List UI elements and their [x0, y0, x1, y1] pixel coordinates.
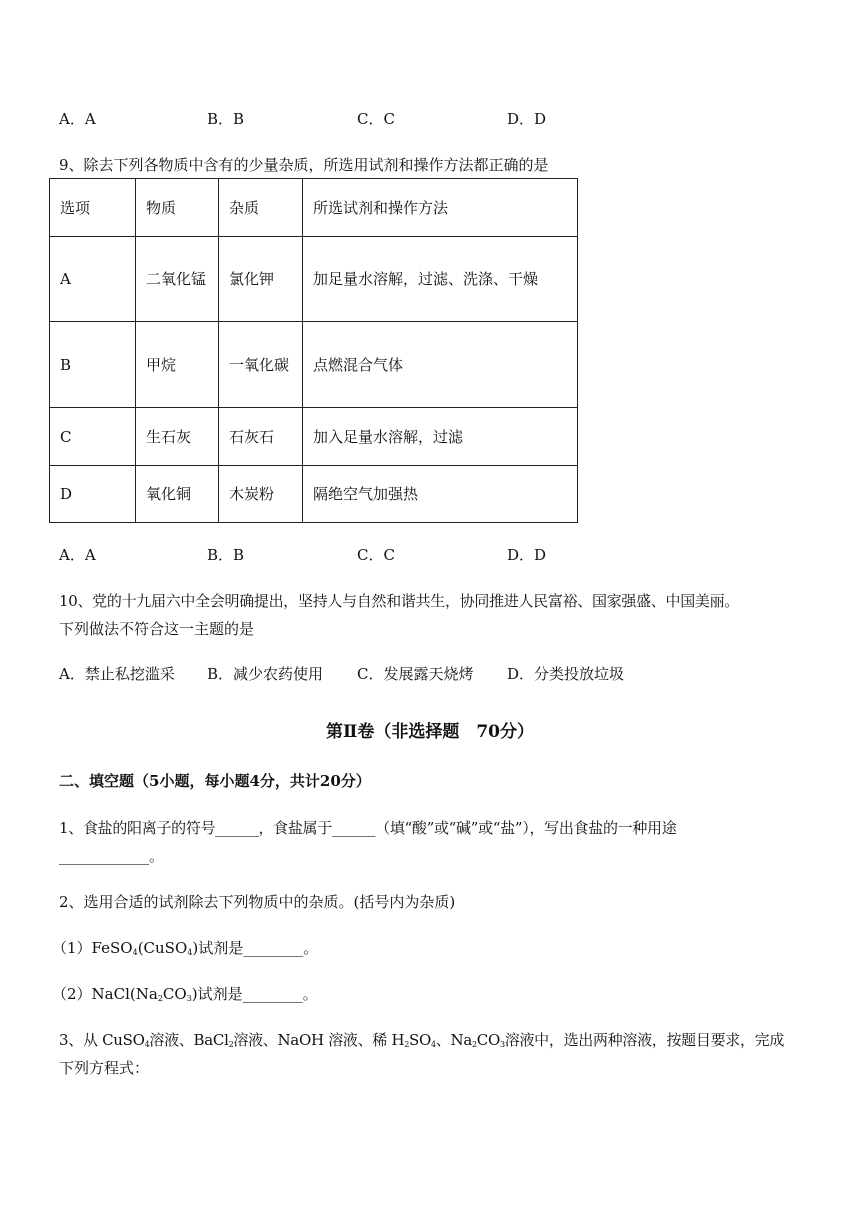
fill2-item1-suffix: )试剂是________。	[192, 939, 319, 957]
subscript: 3	[499, 1040, 505, 1049]
fill3-text: 溶液、BaCl	[149, 1031, 229, 1049]
table-cell: 木炭粉	[219, 466, 303, 523]
table-header-cell: 物质	[136, 179, 219, 237]
subscript: 2	[228, 1040, 234, 1049]
fill2-stem: 2、选用合适的试剂除去下列物质中的杂质。(括号内为杂质)	[59, 893, 456, 911]
q9-option-a: A．A	[59, 546, 96, 564]
fill2-item1-prefix: （1）FeSO	[52, 939, 133, 957]
fill2-item1-mid: (CuSO	[137, 939, 188, 957]
table-row	[50, 408, 578, 466]
q8-option-b: B．B	[207, 110, 245, 128]
table-cell: 石灰石	[219, 408, 303, 466]
table-cell: 氯化钾	[219, 237, 303, 322]
q8-option-c: C．C	[357, 110, 395, 128]
table-header-row	[50, 179, 578, 237]
table-cell: C	[50, 408, 136, 466]
table-cell: 点燃混合气体	[303, 322, 578, 408]
q9-table	[49, 178, 578, 523]
subscript: 4	[431, 1040, 436, 1049]
part2-title: 第Ⅱ卷（非选择题 70分）	[326, 722, 534, 742]
fill3-text: 3、从 CuSO	[59, 1031, 145, 1049]
fill3-line1	[59, 1029, 784, 1050]
q10-option-b: B．减少农药使用	[207, 665, 324, 683]
fill3-text: SO	[409, 1031, 432, 1049]
table-header-cell: 所选试剂和操作方法	[303, 179, 578, 237]
subscript: 2	[157, 994, 163, 1003]
table-cell: 甲烷	[136, 322, 219, 408]
table-cell: 加入足量水溶解，过滤	[303, 408, 578, 466]
table-header-cell: 选项	[50, 179, 136, 237]
table-cell: A	[50, 237, 136, 322]
fill3-line2: 下列方程式：	[59, 1059, 150, 1077]
q10-option-d: D．分类投放垃圾	[507, 665, 625, 683]
q10-option-c: C．发展露天烧烤	[357, 665, 474, 683]
table-cell: 一氧化碳	[219, 322, 303, 408]
subscript: 4	[187, 948, 193, 957]
fill2-item2	[52, 983, 318, 1004]
table-cell: 加足量水溶解，过滤、洗涤、干燥	[303, 237, 578, 322]
table-row	[50, 322, 578, 408]
fill2-item2-mid: CO	[162, 985, 187, 1003]
table-cell: 氧化铜	[136, 466, 219, 523]
fill3-text: 溶液中，选出两种溶液，按题目要求，完成	[504, 1031, 785, 1049]
fill1-line1: 1、食盐的阳离子的符号______，食盐属于______（填“酸”或“碱”或“盐”），写出食盐的一种用途	[59, 819, 677, 837]
fill1-line2: ____________。	[59, 847, 165, 865]
q8-option-a: A．A	[59, 110, 96, 128]
subscript: 2	[472, 1040, 477, 1049]
fill2-item2-prefix: （2）NaCl(Na	[52, 985, 158, 1003]
fill3-text: 溶液、NaOH 溶液、稀 H	[233, 1031, 405, 1049]
fill2-item2-suffix: )试剂是________。	[191, 985, 318, 1003]
subscript: 4	[144, 1040, 150, 1049]
table-cell: 隔绝空气加强热	[303, 466, 578, 523]
table-header-cell: 杂质	[219, 179, 303, 237]
q9-option-b: B．B	[207, 546, 245, 564]
table-cell: B	[50, 322, 136, 408]
subscript: 3	[186, 994, 192, 1003]
table-cell: 生石灰	[136, 408, 219, 466]
table-cell: D	[50, 466, 136, 523]
subscript: 2	[404, 1040, 410, 1049]
q10-stem-line1: 10、党的十九届六中全会明确提出，坚持人与自然和谐共生，协同推进人民富裕、国家强盛、中国美丽。	[59, 592, 739, 610]
q8-option-d: D．D	[507, 110, 547, 128]
subscript: 4	[132, 948, 138, 957]
table-cell: 二氧化锰	[136, 237, 219, 322]
q9-option-d: D．D	[507, 546, 547, 564]
fill3-text: CO	[476, 1031, 500, 1049]
section2-heading: 二、填空题（5小题，每小题4分，共计20分）	[59, 772, 371, 790]
table-row	[50, 237, 578, 322]
q10-stem-line2: 下列做法不符合这一主题的是	[59, 620, 255, 638]
q10-option-a: A．禁止私挖滥采	[59, 665, 175, 683]
fill3-text: 、Na	[435, 1031, 472, 1049]
q9-option-c: C．C	[357, 546, 395, 564]
table-row	[50, 466, 578, 523]
fill2-item1	[52, 937, 318, 958]
q9-stem: 9、除去下列各物质中含有的少量杂质，所选用试剂和操作方法都正确的是	[59, 156, 549, 174]
